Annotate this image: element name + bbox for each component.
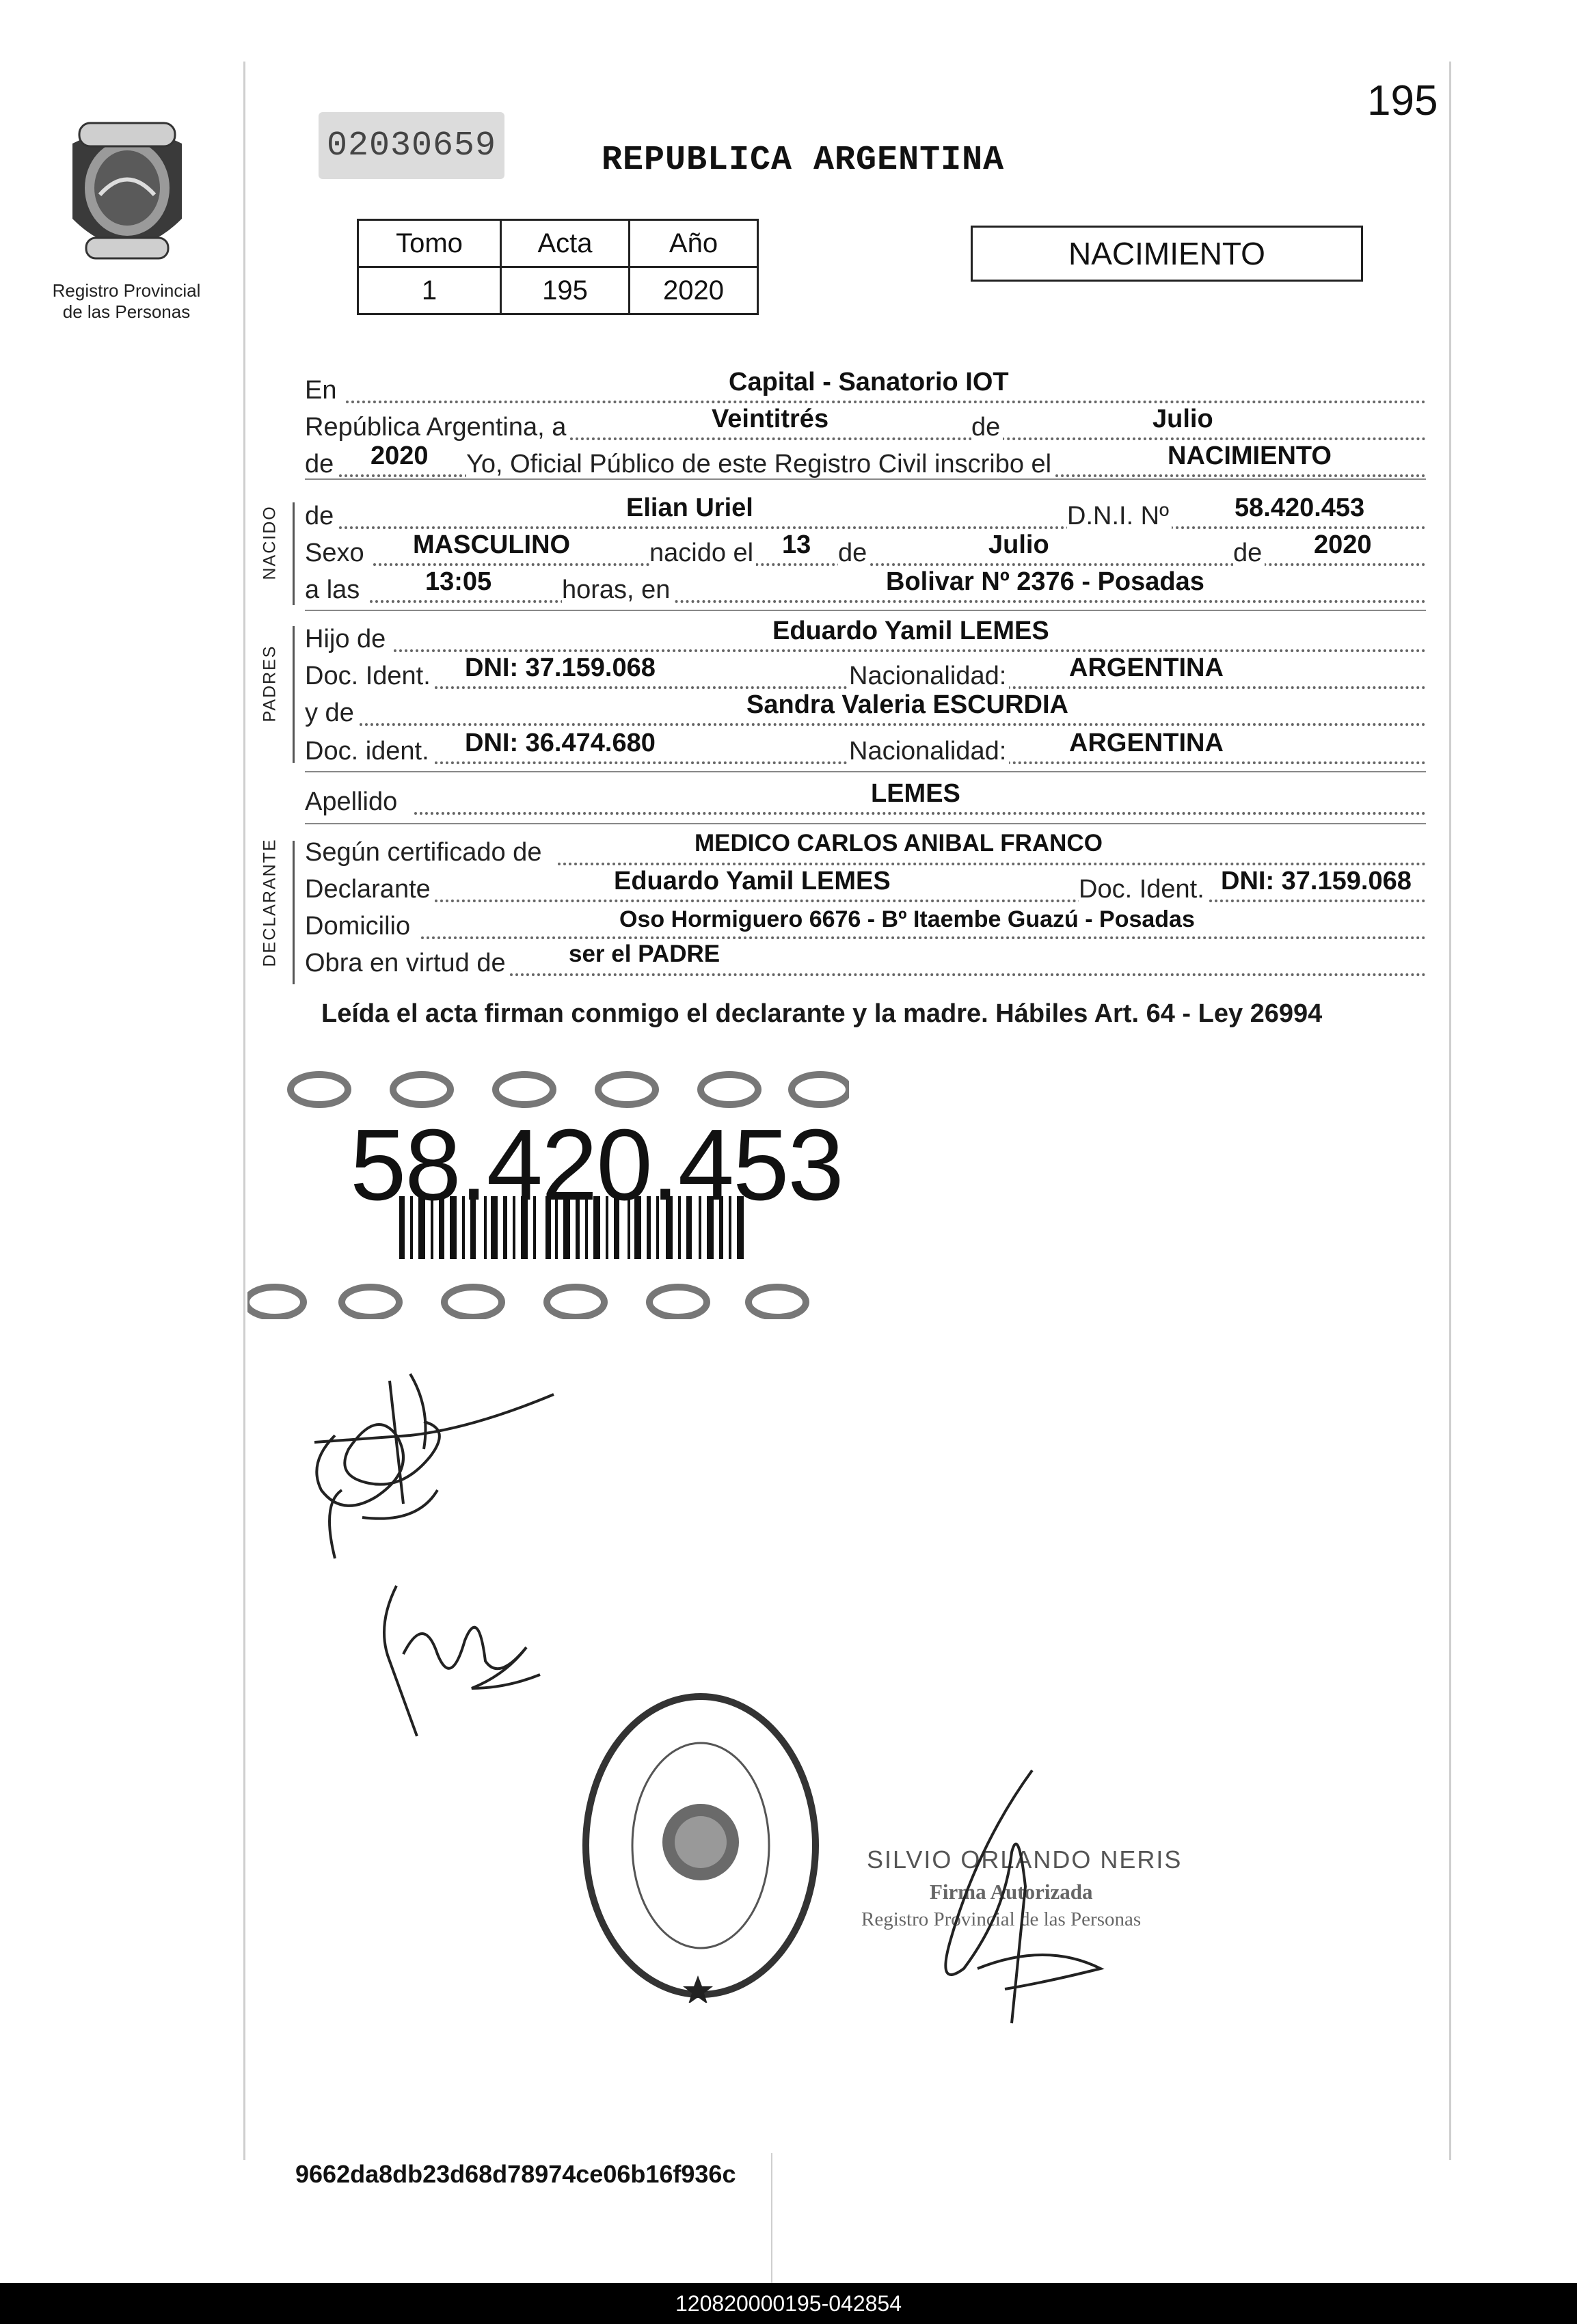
padres-side-label: PADRES	[260, 645, 280, 722]
record-table-value-row	[358, 267, 758, 314]
alas-label: a las	[305, 576, 362, 605]
document-hash: 9662da8db23d68d78974ce06b16f936c	[295, 2160, 736, 2188]
section-divider	[305, 823, 1426, 824]
obra-label: Obra en virtud de	[305, 949, 509, 978]
en-label: En	[305, 376, 339, 405]
capacity-value: ser el PADRE	[569, 941, 720, 967]
official-name: SILVIO ORLANDO NERIS	[867, 1846, 1183, 1874]
record-table-header: Tomo	[358, 220, 501, 267]
republica-label: República Argentina, a	[305, 413, 569, 442]
row-domicilio	[305, 906, 1426, 945]
row-mother	[305, 690, 1426, 731]
birth-day-value: 13	[782, 530, 811, 559]
year-value: 2020	[370, 442, 429, 470]
nacionalidad-label: Nacionalidad:	[849, 737, 1009, 766]
serial-number: 02030659	[319, 112, 504, 179]
row-inscribe	[305, 442, 1426, 483]
certificate-value: MEDICO CARLOS ANIBAL FRANCO	[695, 830, 1103, 856]
father-value: Eduardo Yamil LEMES	[772, 617, 1049, 645]
row-sex-birth	[305, 530, 1426, 571]
oficial-text: Yo, Oficial Público de este Registro Civil inscribo el	[466, 450, 1054, 479]
declarante-side-label: DECLARANTE	[260, 838, 280, 967]
record-table	[357, 219, 759, 315]
footer-code: 120820000195-042854	[0, 2283, 1577, 2324]
row-apellido	[305, 779, 1426, 820]
nacido-side-label: NACIDO	[260, 505, 280, 580]
de-label: de	[305, 502, 336, 531]
declarant-doc-value: DNI: 37.159.068	[1221, 867, 1412, 895]
center-fold-line	[771, 2153, 772, 2283]
month-value: Julio	[1153, 405, 1213, 433]
misiones-seal-logo	[59, 116, 196, 273]
father-doc-value: DNI: 37.159.068	[465, 653, 656, 682]
record-type-box: NACIMIENTO	[971, 226, 1363, 282]
logo-caption-line2: de las Personas	[62, 301, 191, 322]
child-dni-value: 58.420.453	[1235, 494, 1365, 522]
record-table-header-row	[358, 220, 758, 267]
place-value: Capital - Sanatorio IOT	[729, 368, 1009, 396]
father-nationality-value: ARGENTINA	[1069, 653, 1224, 682]
sex-value: MASCULINO	[413, 530, 571, 559]
birth-time-value: 13:05	[425, 567, 492, 596]
row-certificado	[305, 830, 1426, 871]
row-birth-time	[305, 567, 1426, 608]
apellido-value: LEMES	[871, 779, 960, 808]
mother-nationality-value: ARGENTINA	[1069, 729, 1224, 757]
record-table-value: 195	[501, 267, 630, 314]
declarante-label: Declarante	[305, 875, 433, 904]
birth-month-value: Julio	[988, 530, 1049, 559]
official-stamp	[578, 1688, 824, 2003]
record-table-value: 1	[358, 267, 501, 314]
horas-label: horas, en	[562, 576, 673, 605]
row-father	[305, 617, 1426, 658]
sticker-dni-number: 58.420.453	[350, 1109, 843, 1221]
row-obra	[305, 941, 1426, 982]
record-table-header: Acta	[501, 220, 630, 267]
nacionalidad-label: Nacionalidad:	[849, 662, 1009, 691]
right-margin-line	[1449, 62, 1451, 2160]
de-label: de	[1233, 539, 1265, 568]
inscribed-value: NACIMIENTO	[1168, 442, 1332, 470]
country-title: REPUBLICA ARGENTINA	[602, 141, 1005, 180]
day-words-value: Veintitrés	[712, 405, 829, 433]
sexo-label: Sexo	[305, 539, 367, 568]
declarant-value: Eduardo Yamil LEMES	[614, 867, 891, 895]
official-role: Firma Autorizada	[930, 1880, 1093, 1904]
page-number: 195	[1367, 77, 1438, 124]
closing-text: Leída el acta firman conmigo el declarante y la madre. Hábiles Art. 64 - Ley 26994	[321, 999, 1323, 1028]
row-mother-doc	[305, 729, 1426, 770]
de-label: de	[838, 539, 870, 568]
row-place	[305, 368, 1426, 409]
nacido-label: nacido el	[649, 539, 756, 568]
official-signature	[909, 1764, 1114, 2030]
birth-year-value: 2020	[1314, 530, 1372, 559]
doc-label: Doc. Ident.	[305, 662, 433, 691]
mother-signature	[369, 1572, 574, 1743]
hijo-label: Hijo de	[305, 625, 388, 654]
domicilio-label: Domicilio	[305, 912, 413, 941]
row-father-doc	[305, 653, 1426, 694]
section-divider	[305, 771, 1426, 772]
apellido-label: Apellido	[305, 787, 400, 817]
section-divider	[305, 610, 1426, 611]
record-table-header: Año	[630, 220, 758, 267]
dni-label: D.N.I. Nº	[1067, 502, 1172, 531]
declarant-signature	[294, 1353, 567, 1599]
mother-value: Sandra Valeria ESCURDIA	[746, 690, 1068, 719]
certificado-label: Según certificado de	[305, 838, 544, 867]
row-child-name	[305, 494, 1426, 535]
de-label: de	[305, 450, 336, 479]
logo-caption	[27, 280, 226, 323]
doc-label: Doc. ident.	[305, 737, 432, 766]
section-divider	[305, 478, 1426, 480]
address-value: Oso Hormiguero 6676 - Bº Itaembe Guazú - Posadas	[619, 906, 1195, 932]
row-date	[305, 405, 1426, 446]
de-label: de	[971, 413, 1003, 442]
left-margin-line	[243, 62, 245, 2160]
doc-label: Doc. Ident.	[1079, 875, 1207, 904]
birth-place-value: Bolivar Nº 2376 - Posadas	[886, 567, 1204, 596]
logo-caption-line1: Registro Provincial	[52, 280, 201, 301]
mother-doc-value: DNI: 36.474.680	[465, 729, 656, 757]
nacido-bar	[293, 502, 295, 605]
row-declarante	[305, 867, 1426, 908]
record-table-value: 2020	[630, 267, 758, 314]
declarante-bar	[293, 841, 295, 984]
official-office: Registro Provincial de las Personas	[861, 1908, 1142, 1930]
padres-bar	[293, 626, 295, 763]
yde-label: y de	[305, 699, 357, 728]
child-name-value: Elian Uriel	[626, 494, 753, 522]
